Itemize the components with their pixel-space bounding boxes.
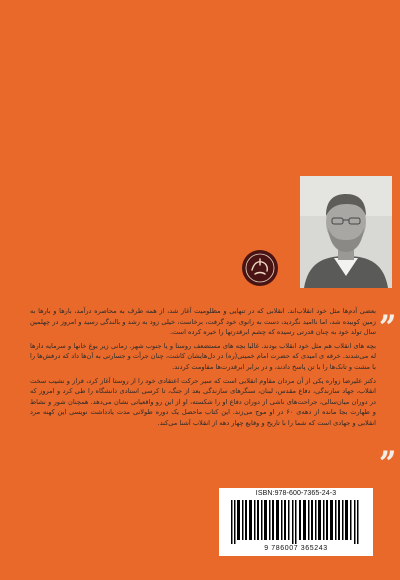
blurb-paragraph-3: دکتر علیرضا زواره یکی از آن مردان مقاوم انقلابی است که سیر حرکت اعتقادی خود را از روستا آغاز کرد، فراز و نشیب سخت انقلاب، جهاد سازندگی، دفاع مقدس، لبنان، سنگرهای سازندگی بعد از جنگ، تا کرسی استادی دانشگاه را طی کرد و امروز که در دوران میان‌سالی، جراحت‌های ناشی از دوران دفاع او را شکسته، او از این رو واقعیاتی نشان می‌دهد. همچنان شور و نشاط و طهارت بجا مانده از دهه‌ی ۶۰ در او موج می‌زند. این کتاب ماحصل یک دوره طولانی مدت یادداشت نویسی این کهنه مرد انقلابی و جهادی است که شما را با تاریخ و وقایع چهار دهه از انقلاب آشنا می‌کند.	[30, 376, 376, 427]
quote-mark-close: ,,	[380, 428, 393, 463]
blurb-text	[30, 306, 376, 432]
publisher-seal-icon	[242, 250, 278, 286]
publisher-logo	[242, 250, 278, 286]
blurb-paragraph-1: بعضی آدم‌ها مثل خود انقلاب‌اند. انقلابی که در تنهایی و مظلومیت آغاز شد، از همه طرف به محاصره درآمد، بارها و بارها به زمین کوبیده شد، اما ناامید نگردید، دست به زانوی خود گرفت، برخاست، خیلی زود به رشد و بالندگی رسید و امروز در چهلمین سال تولد خود به چنان قدرتی رسیده که چشم ابرقدرتها را خیره کرده است.	[30, 307, 376, 337]
isbn-barcode-box	[219, 488, 373, 556]
blurb-paragraph-2: بچه های انقلاب هم مثل خود انقلاب بودند. غالبا بچه های مستضعف روستا و یا جنوب شهر. زمانی زیر یوغ خانها و سرمایه دارها له می‌شدند. خرقه ی امیدی که حضرت امام خمینی(ره) در دل‌هایشان کاشت، چنان جرأت و جسارتی به آن‌ها داد که درفش‌ها را با مشت و تانک‌ها را با تن پاسخ دادند، و در برابر ابرقدرت‌ها مقاومت کردند.	[30, 341, 376, 371]
barcode-icon	[231, 500, 361, 544]
quote-mark-open: ,,	[380, 292, 393, 327]
barcode-digits: 9 786007 365243	[264, 545, 328, 552]
isbn-number: ISBN:978-600-7365-24-3	[255, 490, 337, 497]
author-photo	[300, 176, 392, 288]
